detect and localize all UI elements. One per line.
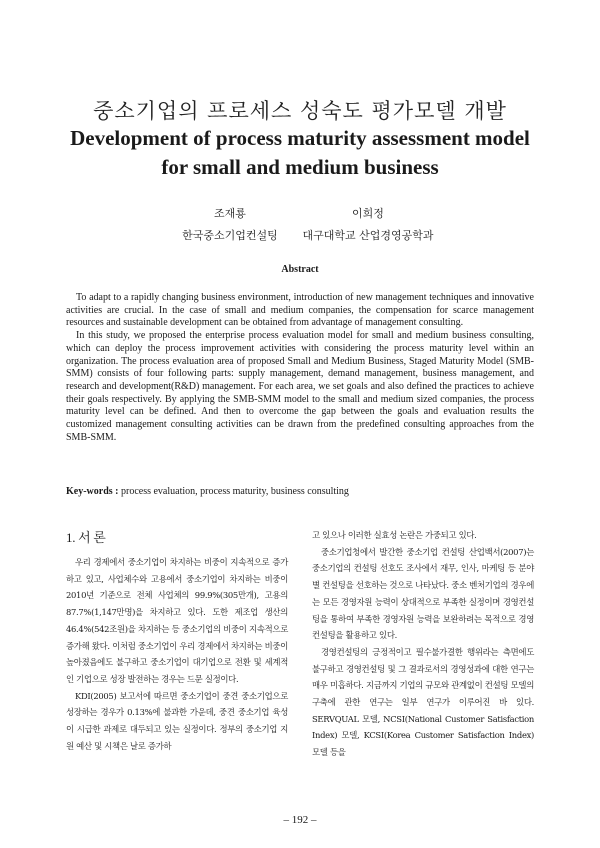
body-paragraph: 우리 경제에서 중소기업이 차지하는 비중이 지속적으로 증가하고 있고, 사업체수와 고용에서 중소기업이 차지하는 비중이 2010년 기준으로 전체 사업체의 99.9%(305만개), 고용의 87.7%(1,147만명)을 차지하고 있다. 도한 제조업 생산의 46.4%(542조원)을 차지하는 등 중소기업의 비중이 지속적으로 증가해 왔다. 이처럼 중소기업이 우리 경제에서 차지하는 비중이 높아졌음에도 불구하고 중소기업이 대기업으로 전환 및 세계적인 기업으로 성장 발전하는 경우는 드문 실정이다. — [66, 557, 288, 684]
abstract-heading: Abstract — [281, 264, 319, 275]
body-paragraph: 고 있으나 이러한 실효성 논란은 가중되고 있다. — [312, 530, 477, 540]
left-column-body — [66, 554, 288, 754]
keywords-label: Key-words : — [66, 486, 119, 497]
english-title-line-1: Development of process maturity assessment model — [70, 126, 530, 150]
abstract-paragraph: To adapt to a rapidly changing business environment, introduction of new management techniques and innovative activities are crucial. In the case of small and medium companies, the compensation for scarce management resources and sustainable development can be obtained from advantage of management consulting. — [66, 292, 534, 329]
english-title — [0, 124, 600, 182]
korean-title: 중소기업의 프로세스 성숙도 평가모델 개발 — [93, 99, 507, 123]
author-affiliation: 대구대학교 산업경영공학과 — [302, 229, 434, 242]
abstract-body — [66, 292, 534, 444]
author-name: 이희정 — [352, 207, 384, 220]
english-title-line-2: for small and medium business — [161, 155, 439, 179]
keywords-line — [66, 486, 534, 497]
abstract-paragraph: In this study, we proposed the enterprise process evaluation model for small and medium business consulting, which can deploy the process improvement activities with considering the process maturity level within an organization. The process evaluation area of proposed Small and Medium Business, Staged Maturity Model (SMB-SMM) consists of four following parts: supply management, demand management, business management, and research and development(R&D) management. For each area, we set goals and also defined the practices to achieve their goals respectively. By applying the SMB-SMM model to the small and medium sized companies, the process maturity level can be defined. And then to overcome the gap between the goals and evaluation results the customized management consulting activities can be drawn from the predefined consulting approaches from the SMB-SMM. — [66, 330, 534, 443]
author-1 — [170, 205, 290, 243]
keywords-text: process evaluation, process maturity, business consulting — [121, 486, 349, 497]
author-name: 조재룡 — [214, 207, 246, 220]
author-affiliation: 한국중소기업컨설팅 — [182, 229, 278, 242]
page-number: – 192 – — [283, 814, 317, 826]
right-column — [312, 527, 534, 761]
section-title: 1. 서 론 — [66, 530, 106, 545]
body-paragraph: 중소기업청에서 발간한 중소기업 컨설팅 산업백서(2007)는 중소기업의 컨설팅 선호도 조사에서 재무, 인사, 마케팅 등 분야별 컨설팅을 선호하는 것으로 나타났다. 중소 벤처기업의 경우에는 모든 경영자원 능력이 상대적으로 부족한 실정이며 경영컨설팅을 통하여 부족한 경영자원 능력을 보완하려는 목적으로 경영컨설팅을 활용하고 있다. — [312, 546, 534, 641]
author-2 — [288, 205, 448, 243]
body-paragraph: 경영컨설팅의 긍정적이고 필수불가결한 행위라는 측면에도 불구하고 경영컨설팅 및 그 결과로서의 경영성과에 대한 연구는 매우 미흡하다. 지금까지 기업의 규모와 관계없이 컨설팅 모델의 구축에 관한 연구는 일부 연구가 이루어진 바 있다. SERVQUAL 모델, NCSI(National Customer Satisfaction Index) 모델, KCSI(Korea Customer Satisfaction Index) 모델 등을 — [312, 646, 534, 758]
left-column — [66, 530, 288, 754]
body-paragraph: KDI(2005) 보고서에 따르면 중소기업이 중견 중소기업으로 성장하는 경우가 0.13%에 불과한 가운데, 중견 중소기업 육성이 시급한 과제로 대두되고 있는 실정이다. 정부의 중소기업 지원 예산 및 시책은 날로 증가하 — [66, 690, 288, 751]
